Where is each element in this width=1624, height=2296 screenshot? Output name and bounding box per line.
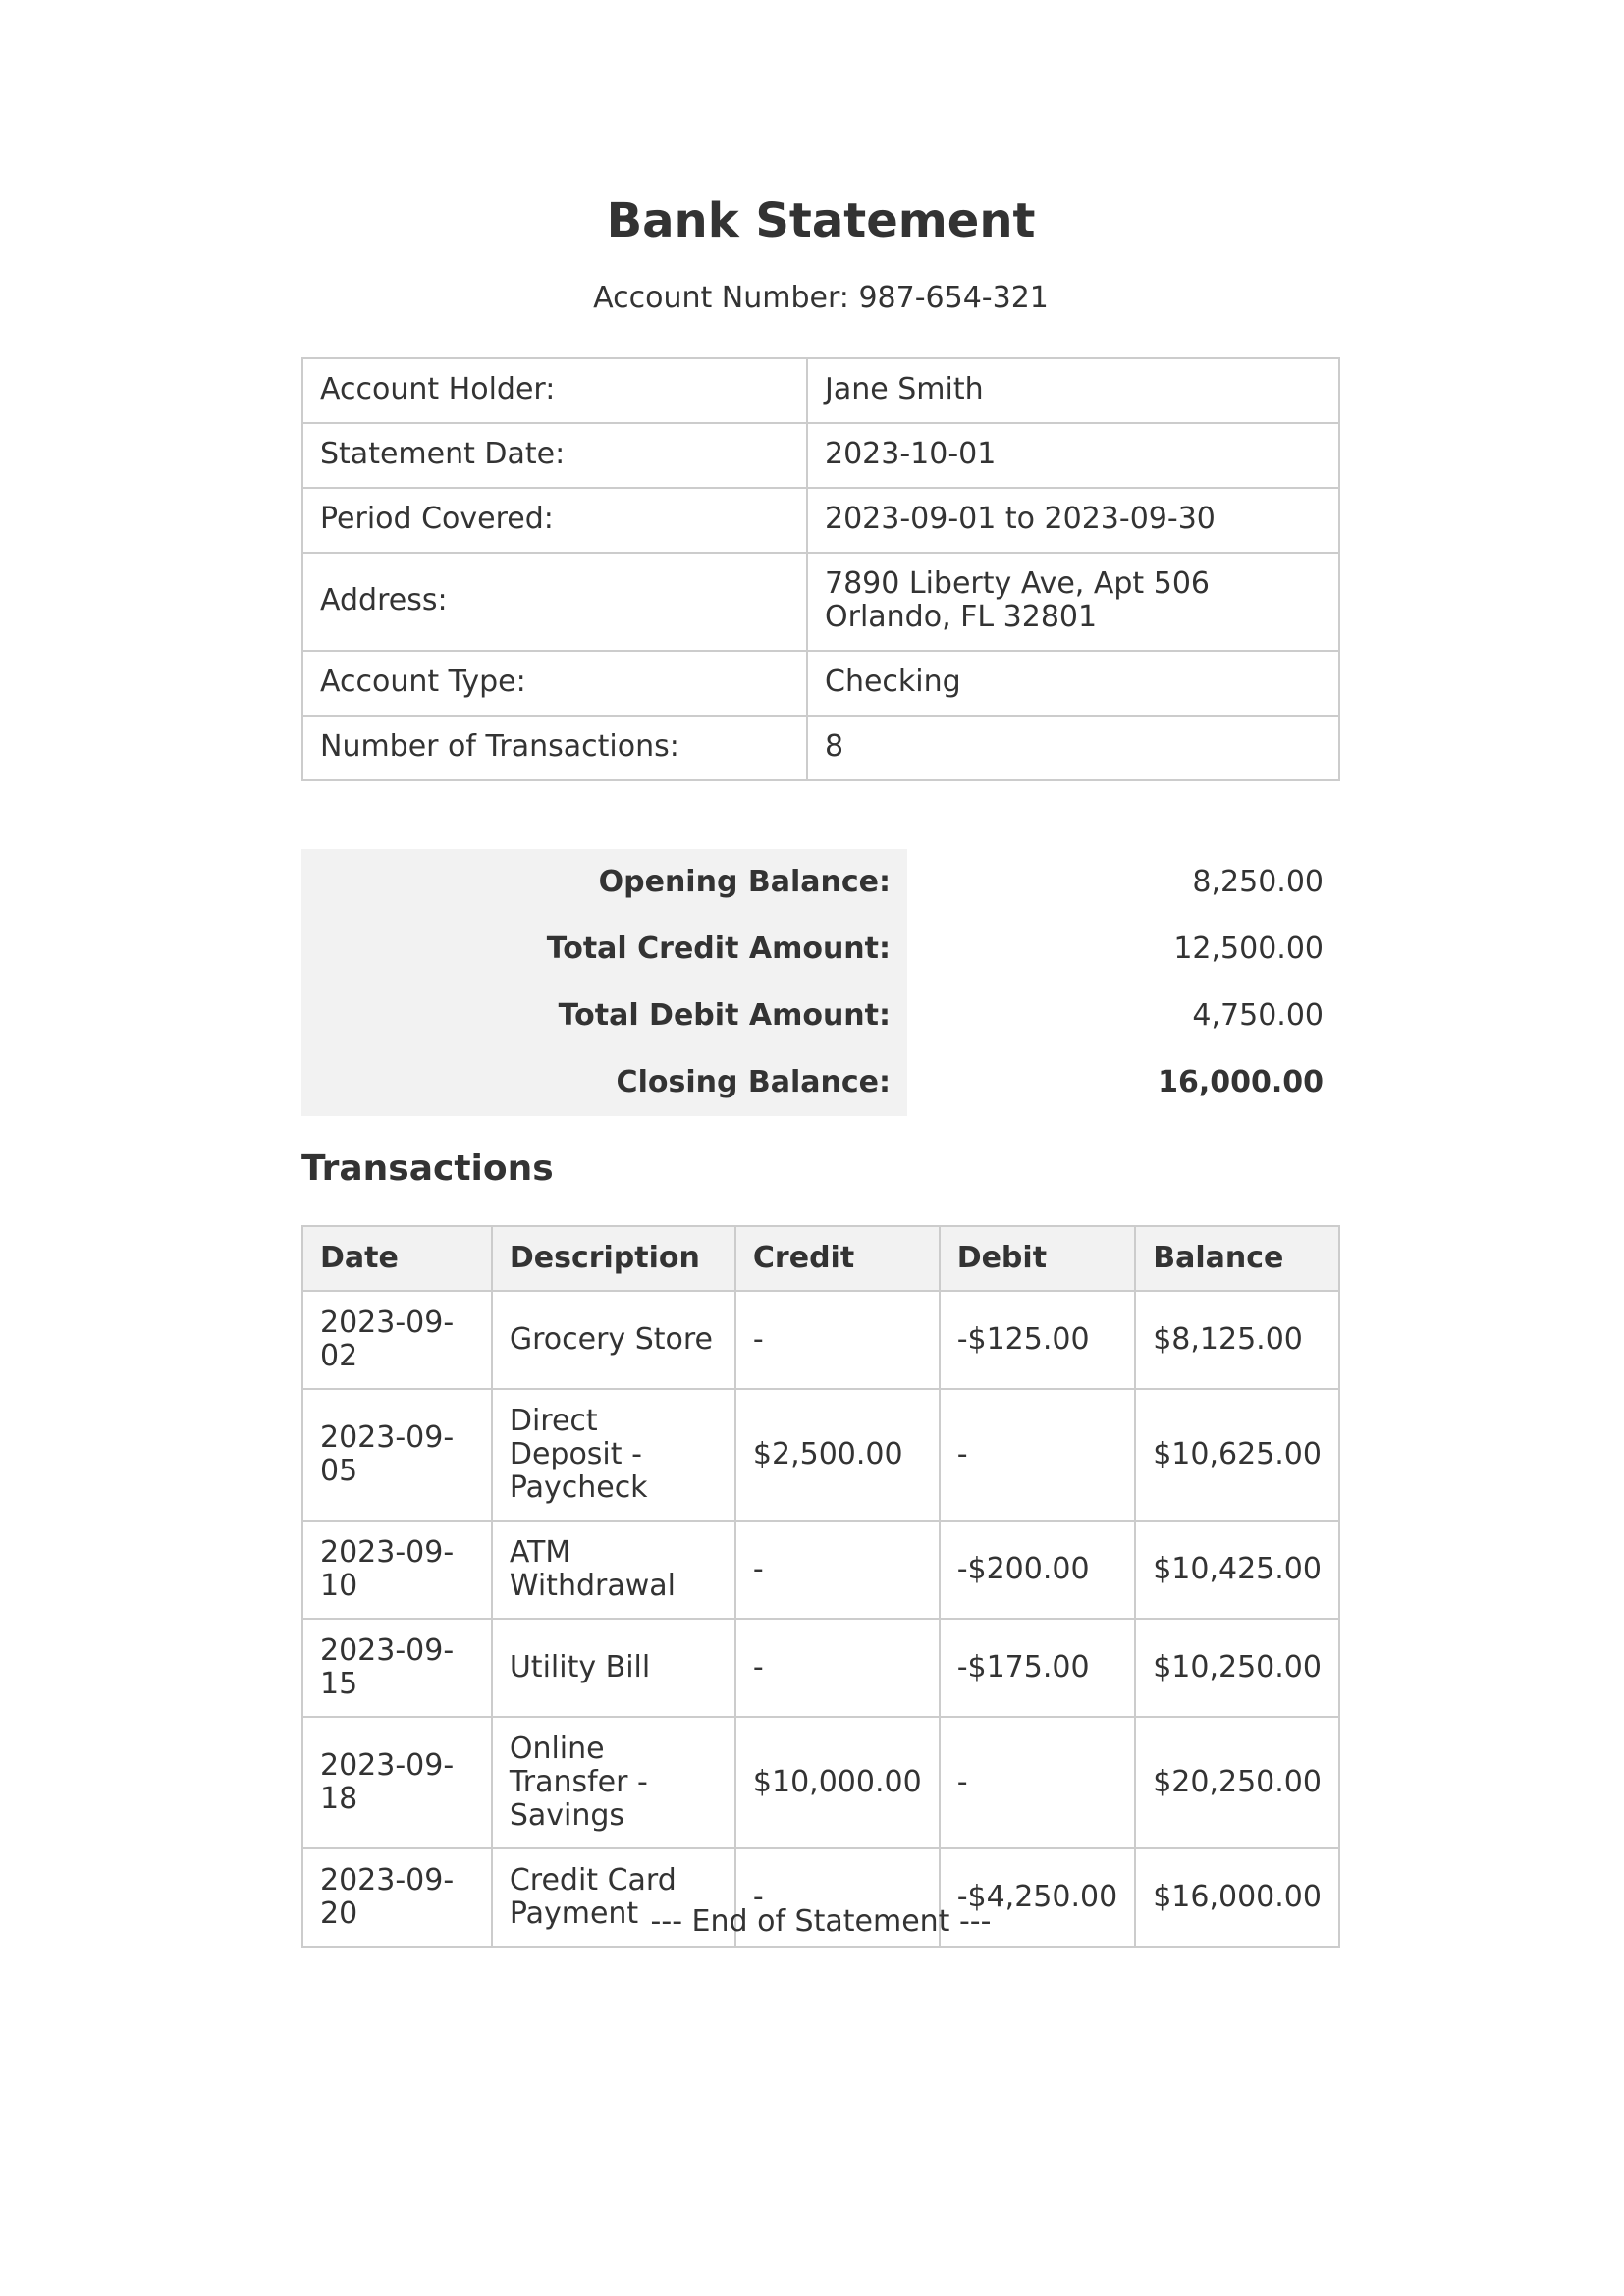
column-header-description: Description <box>492 1226 735 1291</box>
cell-date: 2023-09-15 <box>302 1619 492 1717</box>
table-row <box>302 1717 1339 1848</box>
info-label: Statement Date: <box>302 423 807 488</box>
cell-credit: $2,500.00 <box>735 1389 940 1521</box>
cell-date: 2023-09-05 <box>302 1389 492 1521</box>
cell-description: Online Transfer - Savings <box>492 1717 735 1848</box>
table-row <box>302 1521 1339 1619</box>
cell-date: 2023-09-02 <box>302 1291 492 1389</box>
info-value: Checking <box>807 651 1339 716</box>
cell-debit: - <box>940 1389 1136 1521</box>
table-row <box>302 1619 1339 1717</box>
cell-debit: - <box>940 1717 1136 1848</box>
summary-label: Total Debit Amount: <box>301 983 907 1049</box>
cell-balance: $10,250.00 <box>1135 1619 1339 1717</box>
table-row <box>302 1291 1339 1389</box>
info-value-address <box>807 553 1339 651</box>
info-value: 8 <box>807 716 1339 780</box>
summary-label: Total Credit Amount: <box>301 916 907 983</box>
table-row <box>302 1389 1339 1521</box>
cell-description: ATM Withdrawal <box>492 1521 735 1619</box>
column-header-credit: Credit <box>735 1226 940 1291</box>
cell-description: Direct Deposit - Paycheck <box>492 1389 735 1521</box>
info-row-number-of-transactions <box>302 716 1339 780</box>
cell-debit: -$4,250.00 <box>940 1848 1136 1947</box>
cell-credit: - <box>735 1291 940 1389</box>
cell-description: Credit Card Payment <box>492 1848 735 1947</box>
address-line-2: Orlando, FL 32801 <box>825 600 1098 634</box>
summary-value: 12,500.00 <box>1173 932 1324 966</box>
cell-balance: $8,125.00 <box>1135 1291 1339 1389</box>
end-of-statement: --- End of Statement --- <box>650 1904 992 1939</box>
balance-summary-table <box>301 849 1340 1116</box>
cell-description: Utility Bill <box>492 1619 735 1717</box>
cell-debit: -$175.00 <box>940 1619 1136 1717</box>
info-row-account-type <box>302 651 1339 716</box>
summary-label: Opening Balance: <box>301 849 907 916</box>
cell-debit: -$125.00 <box>940 1291 1136 1389</box>
summary-row-total-debit <box>301 983 1340 1049</box>
cell-credit: $10,000.00 <box>735 1717 940 1848</box>
info-label: Period Covered: <box>302 488 807 553</box>
column-header-date: Date <box>302 1226 492 1291</box>
info-value: 2023-10-01 <box>807 423 1339 488</box>
cell-credit: - <box>735 1521 940 1619</box>
account-number-line <box>301 279 1340 318</box>
column-header-balance: Balance <box>1135 1226 1339 1291</box>
info-value: 2023-09-01 to 2023-09-30 <box>807 488 1339 553</box>
cell-balance: $10,425.00 <box>1135 1521 1339 1619</box>
cell-date: 2023-09-18 <box>302 1717 492 1848</box>
summary-value-closing: 16,000.00 <box>1158 1065 1324 1099</box>
cell-balance: $16,000.00 <box>1135 1848 1339 1947</box>
account-info-table <box>301 357 1340 781</box>
summary-row-closing-balance <box>301 1049 1340 1116</box>
cell-date: 2023-09-10 <box>302 1521 492 1619</box>
cell-balance: $10,625.00 <box>1135 1389 1339 1521</box>
info-row-account-holder <box>302 358 1339 423</box>
info-value: Jane Smith <box>807 358 1339 423</box>
cell-balance: $20,250.00 <box>1135 1717 1339 1848</box>
table-header-row <box>302 1226 1339 1291</box>
info-label: Address: <box>302 553 807 651</box>
summary-row-total-credit <box>301 916 1340 983</box>
cell-date: 2023-09-20 <box>302 1848 492 1947</box>
cell-description: Grocery Store <box>492 1291 735 1389</box>
cell-credit: - <box>735 1848 940 1947</box>
transactions-heading: Transactions <box>301 1148 554 1189</box>
cell-credit: - <box>735 1619 940 1717</box>
info-row-address <box>302 553 1339 651</box>
info-label: Account Holder: <box>302 358 807 423</box>
address-line-1: 7890 Liberty Ave, Apt 506 <box>825 566 1210 601</box>
info-row-period-covered <box>302 488 1339 553</box>
page-title: Bank Statement <box>606 193 1036 248</box>
info-label: Account Type: <box>302 651 807 716</box>
account-number-value: 987-654-321 <box>858 281 1049 315</box>
account-number-label: Account Number: <box>593 281 849 315</box>
info-row-statement-date <box>302 423 1339 488</box>
column-header-debit: Debit <box>940 1226 1136 1291</box>
info-label: Number of Transactions: <box>302 716 807 780</box>
transactions-table <box>301 1225 1340 1948</box>
summary-label: Closing Balance: <box>301 1049 907 1116</box>
cell-debit: -$200.00 <box>940 1521 1136 1619</box>
summary-value: 8,250.00 <box>1192 865 1324 899</box>
summary-value: 4,750.00 <box>1192 998 1324 1033</box>
summary-row-opening-balance <box>301 849 1340 916</box>
